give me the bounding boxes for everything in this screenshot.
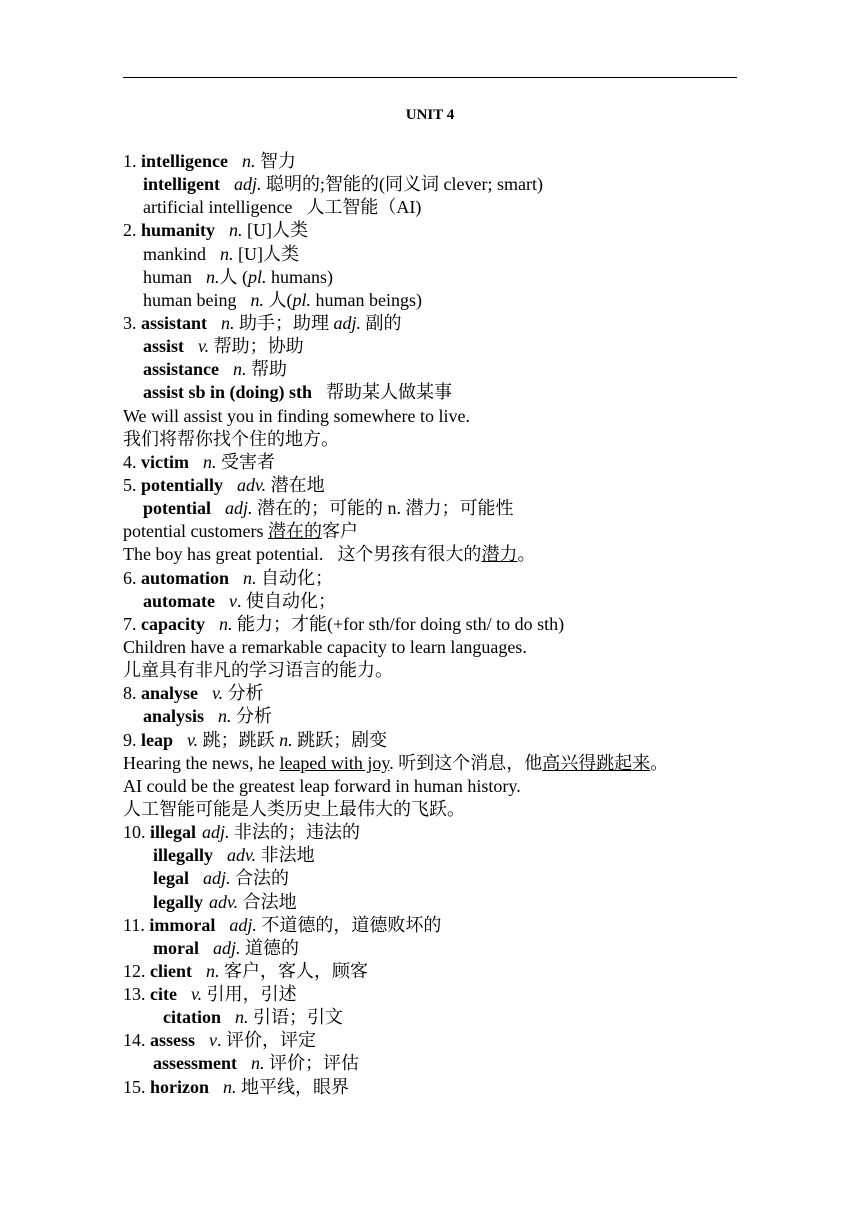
line-text: human [143, 266, 192, 287]
line-text: 客户，客人，顾客 [219, 960, 368, 981]
line-text: 分析 [231, 706, 273, 727]
part-of-speech: adj. [234, 174, 262, 195]
vocab-line [123, 243, 843, 266]
line-text: 评价；评估 [264, 1053, 359, 1074]
vocab-line [123, 428, 843, 451]
vocab-line [123, 752, 843, 775]
part-of-speech: n. [218, 613, 233, 634]
headword: citation [163, 1007, 221, 1028]
line-text: 3. [123, 312, 141, 333]
part-of-speech: adj. [333, 312, 362, 333]
line-text: 。 [650, 752, 669, 773]
headword: analyse [141, 683, 199, 704]
headword: assistant [141, 312, 208, 333]
line-text: . 评价，评定 [217, 1030, 317, 1051]
headword: assess [150, 1030, 196, 1051]
line-text: 引语；引文 [248, 1007, 343, 1028]
line-text: 帮助 [246, 359, 287, 380]
line-text: 儿童具有非凡的学习语言的能力。 [123, 660, 393, 681]
vocab-line [123, 821, 843, 844]
part-of-speech: v. [187, 729, 199, 750]
page-title: UNIT 4 [405, 107, 455, 123]
part-of-speech: n. [279, 729, 293, 750]
line-text: mankind [143, 243, 206, 264]
headword: potential [143, 498, 212, 519]
line-text: [U]人类 [242, 220, 309, 241]
vocab-line [123, 867, 843, 890]
line-text: 跳；跳跃 [198, 729, 280, 750]
part-of-speech: adv. [227, 845, 257, 866]
vocab-line [123, 613, 843, 636]
vocab-line [123, 937, 843, 960]
vocab-line [123, 381, 843, 404]
vocab-line [123, 358, 843, 381]
part-of-speech: n. [218, 706, 232, 727]
headword: immoral [149, 914, 216, 935]
vocab-line [123, 891, 843, 914]
underlined-text: leaped with joy [279, 752, 390, 773]
vocab-line [123, 266, 843, 289]
line-text: 人工智能（AI) [306, 197, 422, 218]
line-text: 受害者 [216, 451, 275, 472]
line-text: 7. [123, 613, 141, 634]
vocab-line [123, 567, 843, 590]
vocabulary-list [123, 150, 843, 1099]
vocab-line [123, 335, 843, 358]
underlined-text: 高兴得跳起来 [542, 752, 651, 773]
line-text: 4. [123, 451, 141, 472]
line-text: . 听到这个消息，他 [389, 752, 543, 773]
vocab-line [123, 173, 843, 196]
line-text: 11. [123, 914, 150, 935]
part-of-speech: n. [229, 220, 243, 241]
line-text: 15. [123, 1076, 150, 1097]
line-text: 5. [123, 474, 141, 495]
part-of-speech: v. [212, 683, 224, 704]
line-text: 2. [123, 220, 141, 241]
headword: illegal [150, 822, 196, 843]
headword: horizon [150, 1076, 210, 1097]
line-text: 分析 [223, 683, 264, 704]
line-text: 人工智能可能是人类历史上最伟大的飞跃。 [123, 798, 465, 819]
headword: intelligence [141, 151, 228, 171]
vocab-line [123, 520, 843, 543]
line-text: 潜在地 [266, 474, 325, 495]
vocab-line [123, 659, 843, 682]
headword: moral [153, 937, 199, 958]
line-text: 1. [123, 151, 141, 171]
line-text: potential customers [123, 521, 268, 542]
vocab-line [123, 451, 843, 474]
part-of-speech: n. [221, 312, 235, 333]
line-text: 能力；才能(+for sth/for doing sth/ to do sth) [232, 613, 565, 634]
headword: capacity [141, 613, 205, 634]
line-text: 6. [123, 567, 141, 588]
line-text: 自动化； [256, 567, 334, 588]
line-text: Children have a remarkable capacity to learn languages. [123, 636, 527, 657]
headword: analysis [143, 706, 205, 727]
headword: intelligent [143, 174, 220, 195]
line-text: 10. [123, 822, 150, 843]
line-text: artificial intelligence [143, 197, 293, 218]
vocab-line [123, 682, 843, 705]
headword: assist [143, 336, 185, 357]
vocab-line [123, 312, 843, 335]
line-text: 合法的 [230, 868, 290, 889]
headword: assessment [153, 1053, 237, 1074]
line-text: 12. [123, 960, 150, 981]
line-text: 道德的 [240, 937, 299, 958]
header-rule [123, 77, 737, 78]
line-text: humans) [266, 266, 334, 287]
part-of-speech: adj. [212, 937, 241, 958]
part-of-speech: adj. [225, 498, 253, 519]
line-text: 聪明的;智能的(同义词 clever; smart) [261, 174, 543, 195]
part-of-speech: n. [233, 359, 247, 380]
vocab-line [123, 1029, 843, 1052]
headword: cite [150, 984, 177, 1005]
line-text: 13. [123, 984, 150, 1005]
vocab-line [123, 543, 843, 566]
vocab-line [123, 1006, 843, 1029]
vocab-line [123, 729, 843, 752]
line-text: 14. [123, 1030, 150, 1051]
vocab-line [123, 960, 843, 983]
line-text: human being [143, 289, 237, 310]
part-of-speech: v. [198, 336, 210, 357]
headword: client [150, 960, 192, 981]
line-text: 人 ( [219, 266, 248, 287]
vocab-line [123, 590, 843, 613]
part-of-speech: pl. [292, 289, 311, 310]
vocab-line [123, 405, 843, 428]
part-of-speech: n. [251, 1053, 265, 1074]
line-text: 帮助；协助 [209, 336, 304, 357]
line-text: 8. [123, 683, 141, 704]
line-text: 合法地 [238, 891, 297, 912]
line-text: 这个男孩有很大的 [337, 544, 482, 565]
vocab-line [123, 1076, 843, 1099]
part-of-speech: n. [206, 960, 220, 981]
underlined-text: 潜在的 [267, 521, 322, 542]
headword: assist sb in (doing) sth [143, 382, 313, 403]
line-text: 非法的；违法的 [229, 822, 361, 843]
vocab-line [123, 775, 843, 798]
part-of-speech: v. [190, 984, 203, 1005]
vocab-line [123, 474, 843, 497]
vocab-line [123, 844, 843, 867]
vocab-line [123, 914, 843, 937]
part-of-speech: n. [202, 451, 217, 472]
headword: potentially [141, 474, 224, 495]
headword: legal [153, 868, 189, 889]
underlined-text: 潜力 [481, 544, 518, 565]
line-text: 人( [263, 289, 293, 310]
part-of-speech: n. [243, 567, 257, 588]
line-text: [U]人类 [233, 243, 299, 264]
headword: automate [143, 590, 215, 611]
line-text: 非法地 [256, 845, 315, 866]
part-of-speech: v [209, 1030, 218, 1051]
part-of-speech: n. [223, 1076, 237, 1097]
line-text: 智力 [255, 151, 296, 171]
part-of-speech: n. [206, 266, 220, 287]
headword: automation [141, 567, 230, 588]
line-text: human beings) [311, 289, 422, 310]
headword: assistance [143, 359, 219, 380]
line-text: 客户 [321, 521, 358, 542]
line-text: 。 [517, 544, 536, 565]
headword: legally [153, 891, 203, 912]
vocab-line [123, 497, 843, 520]
part-of-speech: n. [235, 1007, 249, 1028]
vocab-line [123, 150, 843, 173]
line-text: 9. [123, 729, 141, 750]
line-text: 我们将帮你找个住的地方。 [123, 428, 339, 449]
vocab-line [123, 219, 843, 242]
vocab-line [123, 705, 843, 728]
line-text: 帮助某人做某事 [326, 382, 453, 403]
line-text: 跳跃；剧变 [292, 729, 388, 750]
vocab-line [123, 196, 843, 219]
headword: victim [141, 451, 189, 472]
headword: illegally [153, 845, 213, 866]
vocab-line [123, 983, 843, 1006]
part-of-speech: n. [250, 289, 264, 310]
part-of-speech: adv. [209, 891, 239, 912]
part-of-speech: adj. [203, 868, 231, 889]
part-of-speech: adj. [229, 914, 257, 935]
line-text: 地平线，眼界 [236, 1076, 350, 1097]
line-text: Hearing the news, he [123, 752, 280, 773]
line-text: . 使自动化； [236, 590, 336, 611]
line-text: AI could be the greatest leap forward in human history. [123, 775, 521, 796]
line-text: We will assist you in finding somewhere to live. [123, 405, 471, 426]
headword: humanity [141, 220, 216, 241]
line-text: 副的 [361, 312, 402, 333]
vocab-line [123, 1052, 843, 1075]
line-text: 潜在的；可能的 n. 潜力；可能性 [252, 498, 514, 519]
vocab-line [123, 636, 843, 659]
part-of-speech: n. [220, 243, 234, 264]
part-of-speech: adv. [237, 474, 267, 495]
line-text: 引用，引述 [202, 984, 297, 1005]
vocab-line [123, 289, 843, 312]
part-of-speech: n. [241, 151, 256, 171]
line-text: The boy has great potential. [123, 544, 324, 565]
line-text: 助手；助理 [234, 312, 334, 333]
line-text: 不道德的，道德败坏的 [256, 914, 442, 935]
headword: leap [141, 729, 174, 750]
part-of-speech: pl. [248, 266, 267, 287]
part-of-speech: adj. [202, 822, 230, 843]
part-of-speech: v [228, 590, 237, 611]
vocab-line [123, 798, 843, 821]
